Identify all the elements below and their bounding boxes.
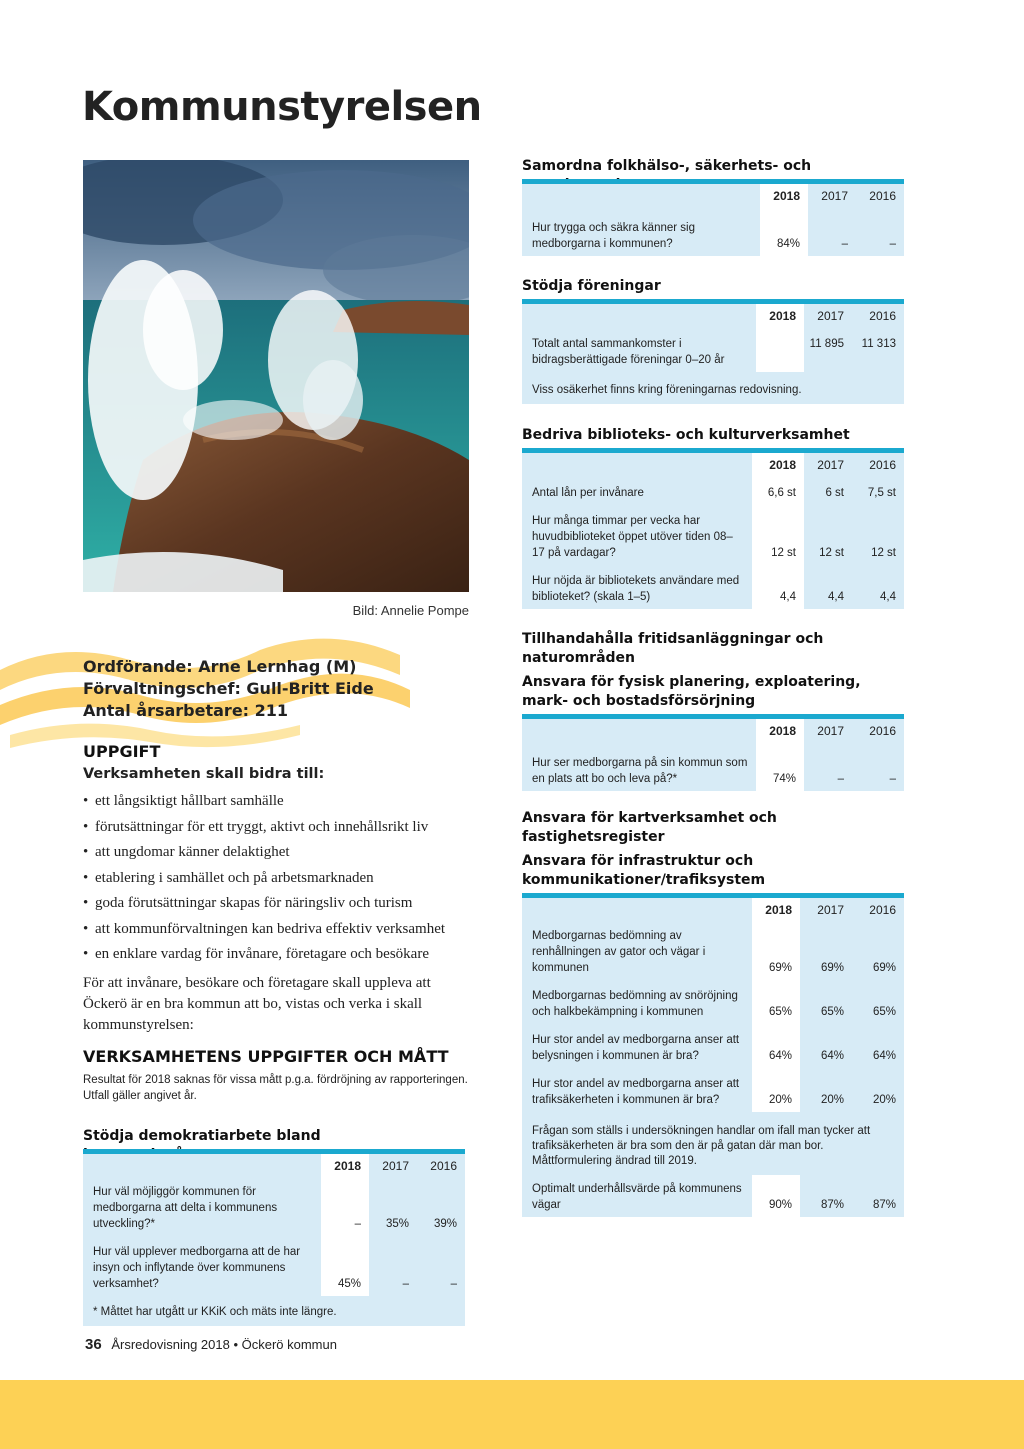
value-2017: – <box>837 773 844 785</box>
value-2016: 64% <box>872 1050 896 1062</box>
value-2016: 65% <box>872 1006 896 1018</box>
column-header-2017: 2017 <box>817 458 844 472</box>
value-2018: 84% <box>760 208 808 256</box>
table-row <box>522 208 904 256</box>
row-question: Hur nöjda är bibliotekets användare med biblioteket? (skala 1–5) <box>532 575 740 603</box>
value-2018: 64% <box>752 1024 800 1068</box>
value-2017: 20% <box>820 1094 844 1106</box>
column-header-2017: 2017 <box>817 309 844 323</box>
value-2017: 69% <box>820 962 844 974</box>
value-2017: 11 895 <box>809 338 844 350</box>
value-2017: – <box>402 1278 409 1290</box>
page-title: Kommunstyrelsen <box>82 84 482 130</box>
column-header-2018: 2018 <box>752 898 800 922</box>
table-row <box>83 1236 465 1296</box>
value-2018: 74% <box>756 743 804 791</box>
table-row <box>83 1178 465 1236</box>
value-2018 <box>756 328 804 372</box>
value-2018: 6,6 st <box>752 477 804 505</box>
value-2017: 64% <box>820 1050 844 1062</box>
list-item: • ett långsiktigt hållbart samhälle <box>83 789 473 815</box>
row-question: Medborgarnas bedömning av renhållningen av gator och vägar i kommunen <box>532 930 706 974</box>
column-header-2018: 2018 <box>321 1154 369 1178</box>
table-row <box>522 1175 904 1217</box>
section-title-kart: Ansvara för kartverksamhet och fastighetsregister <box>522 810 777 845</box>
uppgift-subheading: Verksamheten skall bidra till: <box>83 766 325 782</box>
column-header-2017: 2017 <box>817 724 844 738</box>
value-2017: 35% <box>385 1218 409 1230</box>
table-row <box>522 1024 904 1068</box>
value-2017: 4,4 <box>828 591 844 603</box>
table-infra <box>522 893 904 1217</box>
forvaltningschef-text: Förvaltningschef: Gull-Britt Eide <box>83 679 374 698</box>
value-2018: – <box>321 1178 369 1236</box>
photo-waves-on-rock <box>83 160 469 592</box>
table-row <box>522 477 904 505</box>
value-2018: 4,4 <box>752 565 804 609</box>
value-2018: 90% <box>752 1175 800 1217</box>
value-2017: – <box>841 238 848 250</box>
table-foreningar <box>522 299 904 404</box>
column-header-2016: 2016 <box>869 189 896 203</box>
value-2018: 45% <box>321 1236 369 1296</box>
value-2016: 7,5 st <box>867 487 896 499</box>
column-header-2018: 2018 <box>760 184 808 208</box>
verksamhet-heading: VERKSAMHETENS UPPGIFTER OCH MÅTT <box>83 1047 449 1066</box>
ordforande-text: Ordförande: Arne Lernhag (M) <box>83 657 357 676</box>
uppgift-heading: UPPGIFT <box>83 742 161 761</box>
table-row <box>522 1068 904 1112</box>
table-demokrati <box>83 1149 465 1326</box>
value-2017: 6 st <box>825 487 844 499</box>
row-question: Hur ser medborgarna på sin kommun som en plats att bo och leva på?* <box>532 757 748 785</box>
column-header-2018: 2018 <box>752 453 804 477</box>
row-question: Antal lån per invånare <box>532 487 644 499</box>
value-2018: 65% <box>752 980 800 1024</box>
table-row <box>522 565 904 609</box>
value-2016: – <box>450 1278 457 1290</box>
row-question: Medborgarnas bedömning av snöröjning och halkbekämpning i kommunen <box>532 990 738 1018</box>
table-planering <box>522 714 904 791</box>
photo-caption: Bild: Annelie Pompe <box>352 603 469 618</box>
value-2016: 11 313 <box>861 338 896 350</box>
value-2016: 4,4 <box>880 591 896 603</box>
list-item: • goda förutsättningar skapas för näringsliv och turism <box>83 891 473 917</box>
row-question: Hur stor andel av medborgarna anser att trafiksäkerheten i kommunen är bra? <box>532 1078 740 1106</box>
column-header-2016: 2016 <box>869 309 896 323</box>
value-2017: 87% <box>820 1199 844 1211</box>
list-item: • förutsättningar för ett tryggt, aktivt och innehållsrikt liv <box>83 815 473 841</box>
value-2016: 20% <box>872 1094 896 1106</box>
value-2016: 69% <box>872 962 896 974</box>
table-folkhalsa <box>522 179 904 256</box>
section-title-folkhalsa: Samordna folkhälso-, säkerhets- och <box>522 158 812 174</box>
value-2016: – <box>889 773 896 785</box>
footer-color-band <box>0 1380 1024 1449</box>
list-item: • en enklare vardag för invånare, företagare och besökare <box>83 942 473 968</box>
row-question: Optimalt underhållsvärde på kommunens vägar <box>532 1183 742 1211</box>
table-footnote: * Måttet har utgått ur KKiK och mäts inte längre. <box>93 1306 337 1318</box>
column-header-2017: 2017 <box>821 189 848 203</box>
page-number: 36 <box>85 1336 102 1353</box>
value-2018: 69% <box>752 922 800 980</box>
table-row <box>522 980 904 1024</box>
column-header-2016: 2016 <box>869 724 896 738</box>
value-2016: – <box>889 238 896 250</box>
table-footnote: Frågan som ställs i undersökningen handlar om ifall man tycker att trafiksäkerheten är bra som den är på gatan där man bor. Måttformulering ändrad till 2019. <box>532 1125 871 1167</box>
column-header-2017: 2017 <box>817 903 844 917</box>
uppgift-body-text: För att invånare, besökare och företagare skall uppleva att Öckerö är en bra kommun att bo, vistas och verka i skall kommunstyrelsen: <box>83 975 431 1033</box>
verksamhet-note: Resultat för 2018 saknas för vissa mått p.g.a. fördröjning av rapporteringen. Utfall gäller angivet år. <box>83 1074 468 1102</box>
uppgift-bullet-list <box>83 789 473 968</box>
value-2017: 65% <box>820 1006 844 1018</box>
page-footer <box>85 1336 337 1353</box>
column-header-2018: 2018 <box>756 304 804 328</box>
table-row <box>522 922 904 980</box>
table-footnote: Viss osäkerhet finns kring föreningarnas redovisning. <box>532 384 802 396</box>
table-row <box>522 328 904 372</box>
value-2018: 20% <box>752 1068 800 1112</box>
section-title-demokrati: Stödja demokratiarbete bland <box>83 1128 321 1144</box>
value-2016: 12 st <box>871 547 896 559</box>
arsarbetare-text: Antal årsarbetare: 211 <box>83 701 289 720</box>
section-title-foreningar: Stödja föreningar <box>522 278 661 294</box>
row-question: Hur väl upplever medborgarna att de har insyn och inflytande över kommunens verksamhet? <box>93 1246 301 1290</box>
organisation-facts <box>83 656 374 722</box>
table-bibliotek <box>522 448 904 609</box>
table-row <box>522 505 904 565</box>
row-question: Hur väl möjliggör kommunen för medborgarna att delta i kommunens utveckling?* <box>93 1186 278 1230</box>
row-question: Hur stor andel av medborgarna anser att belysningen i kommunen är bra? <box>532 1034 740 1062</box>
list-item: • att ungdomar känner delaktighet <box>83 840 473 866</box>
list-item: • att kommunförvaltningen kan bedriva effektiv verksamhet <box>83 917 473 943</box>
section-title-fritid: Tillhandahålla fritidsanläggningar och naturområden <box>522 631 824 666</box>
section-title-bibliotek: Bedriva biblioteks- och kulturverksamhet <box>522 427 850 443</box>
value-2016: 87% <box>872 1199 896 1211</box>
value-2016: 39% <box>433 1218 457 1230</box>
section-title-infra: Ansvara för infrastruktur och kommunikationer/trafiksystem <box>522 853 766 888</box>
table-row <box>522 743 904 791</box>
row-question: Hur trygga och säkra känner sig medborgarna i kommunen? <box>532 222 695 250</box>
section-title-planering: Ansvara för fysisk planering, exploatering, mark- och bostadsförsörjning <box>522 674 861 709</box>
value-2018: 12 st <box>752 505 804 565</box>
row-question: Hur många timmar per vecka har huvudbiblioteket öppet utöver tiden 08–17 på vardagar? <box>532 515 733 559</box>
footer-text: Årsredovisning 2018 • Öckerö kommun <box>111 1337 337 1352</box>
column-header-2018: 2018 <box>756 719 804 743</box>
column-header-2016: 2016 <box>430 1159 457 1173</box>
column-header-2016: 2016 <box>869 903 896 917</box>
row-question: Totalt antal sammankomster i bidragsberättigade föreningar 0–20 år <box>532 338 725 366</box>
list-item: • etablering i samhället och på arbetsmarknaden <box>83 866 473 892</box>
column-header-2017: 2017 <box>382 1159 409 1173</box>
value-2017: 12 st <box>819 547 844 559</box>
column-header-2016: 2016 <box>869 458 896 472</box>
